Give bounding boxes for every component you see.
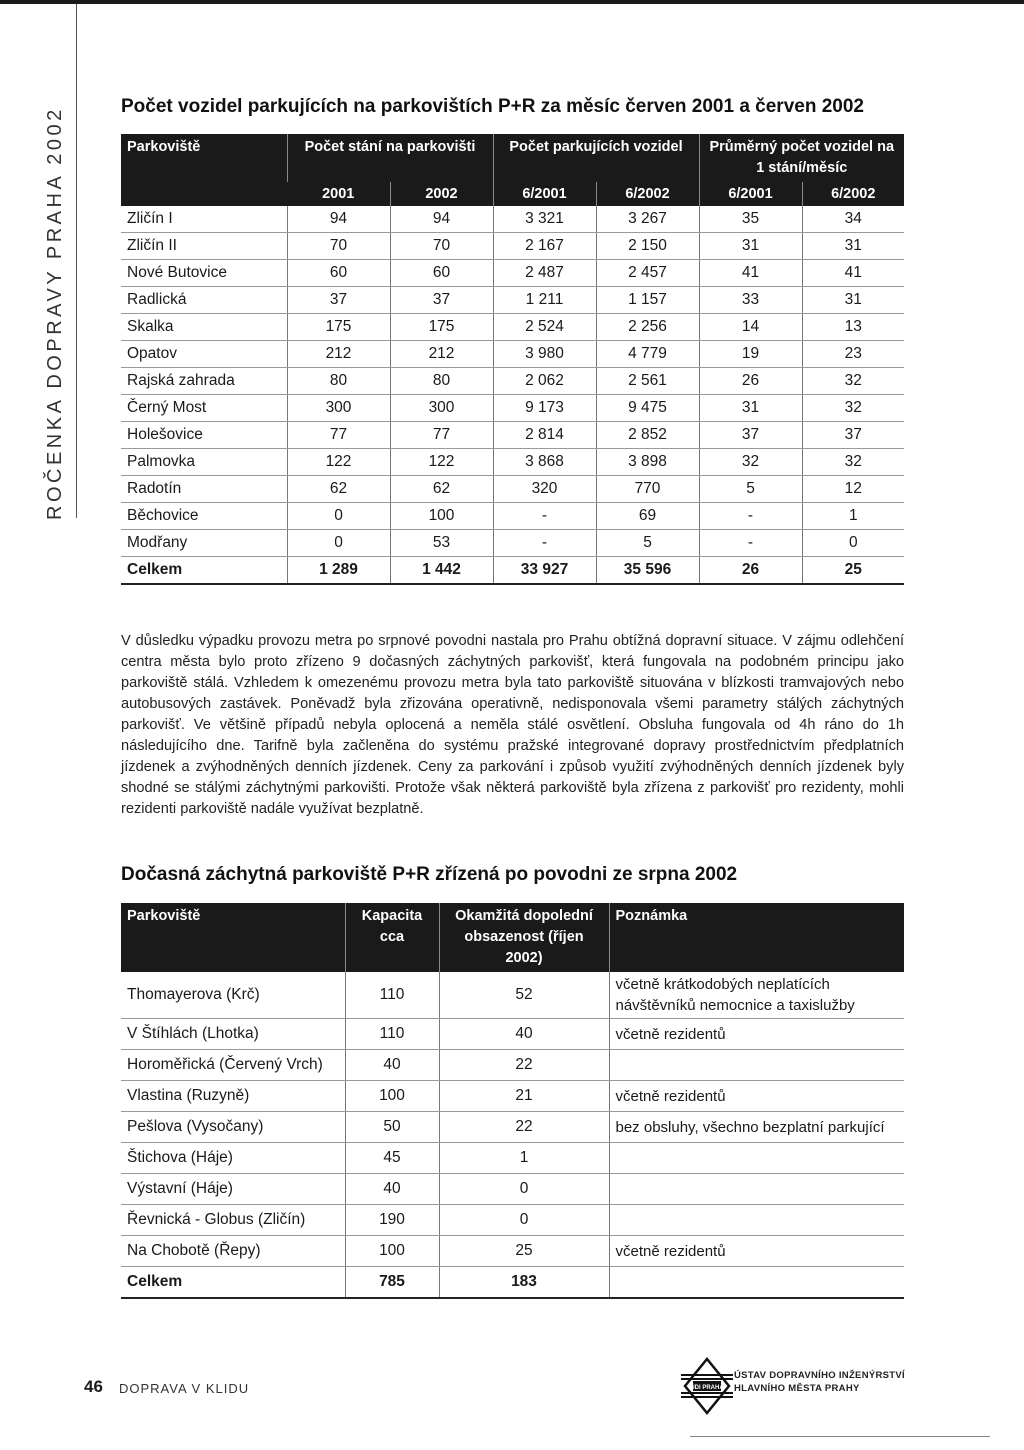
table-cell: 3 980 [493, 341, 596, 368]
table-row [121, 1050, 904, 1081]
table-cell: 175 [390, 314, 493, 341]
top-rule [0, 0, 1024, 4]
table-cell: 3 898 [596, 449, 699, 476]
table-cell: Celkem [121, 557, 287, 585]
table-cell: 31 [699, 233, 802, 260]
table-cell: Skalka [121, 314, 287, 341]
table-cell: 77 [390, 422, 493, 449]
table-cell: 14 [699, 314, 802, 341]
table-cell: 50 [345, 1112, 439, 1143]
table-cell: 52 [439, 972, 609, 1019]
table-cell: 2 457 [596, 260, 699, 287]
table-cell: 70 [287, 233, 390, 260]
table-cell: Radotín [121, 476, 287, 503]
table-cell: 0 [287, 503, 390, 530]
table-cell: 94 [287, 206, 390, 233]
total-row [121, 557, 904, 585]
table-row [121, 1081, 904, 1112]
table-cell: 300 [287, 395, 390, 422]
table-cell: Palmovka [121, 449, 287, 476]
table-cell: 175 [287, 314, 390, 341]
table-cell: 785 [345, 1267, 439, 1299]
subheader-month: 6/2001 [699, 182, 802, 206]
table-cell: 32 [802, 395, 904, 422]
table-cell: 100 [345, 1236, 439, 1267]
table-cell: 1 211 [493, 287, 596, 314]
table-cell: 2 167 [493, 233, 596, 260]
table-cell: 35 [699, 206, 802, 233]
table-cell: 190 [345, 1205, 439, 1236]
table-row [121, 395, 904, 422]
table-row [121, 503, 904, 530]
table-cell: Zličín II [121, 233, 287, 260]
table-row [121, 287, 904, 314]
table-cell: 3 321 [493, 206, 596, 233]
header-parking: Parkoviště [121, 903, 345, 972]
table-row [121, 530, 904, 557]
section-name: DOPRAVA V KLIDU [119, 1381, 250, 1396]
org-line-1: ÚSTAV DOPRAVNÍHO INŽENÝRSTVÍ [734, 1370, 905, 1381]
table-row [121, 972, 904, 1019]
temporary-parking-table [121, 903, 904, 1299]
table-cell: 5 [596, 530, 699, 557]
table-cell: 62 [287, 476, 390, 503]
subheader-month: 6/2002 [802, 182, 904, 206]
subheader-month: 6/2002 [596, 182, 699, 206]
sidebar-title: ROČENKA DOPRAVY PRAHA 2002 [44, 106, 66, 520]
table-cell: Vlastina (Ruzyně) [121, 1081, 345, 1112]
table-cell: 34 [802, 206, 904, 233]
table-cell: 212 [390, 341, 493, 368]
parking-usage-table [121, 134, 904, 585]
body-paragraph: V důsledku výpadku provozu metra po srpnové povodni nastala pro Prahu obtížná dopravní situace. V zájmu odlehčení centra města bylo proto zřízeno 9 dočasných záchytných parkovišť, která fungovala na podobném principu jako parkoviště stálá. Vzhledem k omezenému provozu metra byla tato parkoviště situována v blízkosti tramvajových nebo autobusových zastávek. Poněvadž byla zřizována operativně, nedisponovala všemi parametry stálých záchytných parkovišť. Ve většině případů nebyla oplocená a neměla stálé osvětlení. Obsluha fungovala od 4h ráno do 1h následujícího dne. Tarifně byla začleněna do systému pražské integrované dopravy prostřednictvím předplatních jízdenek a zvýhodněných denních jízdenek. Ceny za parkování i způsob využití zvýhodněných denních jízdenek byly shodné se stálými záchytnými parkovišti. Protože však některá parkoviště byla zřízena z parkovišť pro rezidenty, mohli rezidenti parkoviště nadále využívat bezplatně. [121, 633, 904, 817]
header-occupancy: Okamžitá dopolední obsazenost (říjen 2002) [439, 903, 609, 972]
table-cell: Holešovice [121, 422, 287, 449]
table-cell: 2 062 [493, 368, 596, 395]
table-cell: 60 [390, 260, 493, 287]
table-cell: Celkem [121, 1267, 345, 1299]
table-cell: 1 289 [287, 557, 390, 585]
table-cell: Rajská zahrada [121, 368, 287, 395]
table-row [121, 1019, 904, 1050]
table-cell: 4 779 [596, 341, 699, 368]
table-row [121, 1143, 904, 1174]
table-row [121, 368, 904, 395]
table-cell: 2 487 [493, 260, 596, 287]
bottom-rule [690, 1436, 990, 1437]
table-cell: Běchovice [121, 503, 287, 530]
table-cell: 122 [390, 449, 493, 476]
table-cell: Štichova (Háje) [121, 1143, 345, 1174]
table-cell: 212 [287, 341, 390, 368]
table-cell: včetně krátkodobých neplatících návštěvníků nemocnice a taxislužby [609, 972, 904, 1019]
table-cell: 41 [699, 260, 802, 287]
table-cell [609, 1205, 904, 1236]
table-cell: 22 [439, 1050, 609, 1081]
table-row [121, 1112, 904, 1143]
table-cell: 41 [802, 260, 904, 287]
table-cell: 62 [390, 476, 493, 503]
table-cell: 1 [802, 503, 904, 530]
subheader-year: 2001 [287, 182, 390, 206]
table-cell: 122 [287, 449, 390, 476]
table-cell: 37 [390, 287, 493, 314]
org-line-2: HLAVNÍHO MĚSTA PRAHY [734, 1383, 860, 1394]
table-cell: 40 [439, 1019, 609, 1050]
table-cell: Černý Most [121, 395, 287, 422]
table-cell: 300 [390, 395, 493, 422]
table-cell: 2 524 [493, 314, 596, 341]
table-row [121, 206, 904, 233]
table1-title: Počet vozidel parkujících na parkovištích P+R za měsíc červen 2001 a červen 2002 [121, 96, 864, 117]
table-row [121, 233, 904, 260]
table-cell: V Štíhlách (Lhotka) [121, 1019, 345, 1050]
table-cell: 33 927 [493, 557, 596, 585]
table-cell: 320 [493, 476, 596, 503]
header-vehicles: Počet parkujících vozidel [493, 134, 699, 182]
table-cell: 26 [699, 368, 802, 395]
logo-text: ÚDI PRAHA [690, 1385, 724, 1391]
header-parking: Parkoviště [121, 134, 287, 206]
table-cell: 0 [287, 530, 390, 557]
table-cell: včetně rezidentů [609, 1019, 904, 1050]
table2-title: Dočasná záchytná parkoviště P+R zřízená po povodni ze srpna 2002 [121, 864, 738, 885]
table-cell: 25 [439, 1236, 609, 1267]
header-capacity: Kapacita cca [345, 903, 439, 972]
table-cell: 60 [287, 260, 390, 287]
table-row [121, 341, 904, 368]
table-cell: 32 [699, 449, 802, 476]
table-cell: - [699, 503, 802, 530]
table-cell: 9 475 [596, 395, 699, 422]
table-cell: 183 [439, 1267, 609, 1299]
table-row [121, 1174, 904, 1205]
page-number: 46 [84, 1377, 103, 1396]
table-cell: 37 [802, 422, 904, 449]
table-cell: včetně rezidentů [609, 1236, 904, 1267]
table-row [121, 476, 904, 503]
udi-logo-icon [679, 1357, 735, 1415]
table-cell: - [493, 530, 596, 557]
table-cell: 31 [699, 395, 802, 422]
table-cell: 31 [802, 287, 904, 314]
table-cell: Řevnická - Globus (Zličín) [121, 1205, 345, 1236]
table-row [121, 449, 904, 476]
table-cell: 70 [390, 233, 493, 260]
table-cell: 32 [802, 368, 904, 395]
table-cell: Zličín I [121, 206, 287, 233]
table-cell: 3 267 [596, 206, 699, 233]
table-cell: 1 442 [390, 557, 493, 585]
table-cell: Thomayerova (Krč) [121, 972, 345, 1019]
table-cell: 3 868 [493, 449, 596, 476]
total-row [121, 1267, 904, 1299]
table-cell: 25 [802, 557, 904, 585]
table-cell: 2 256 [596, 314, 699, 341]
table-cell: 0 [802, 530, 904, 557]
header-spaces: Počet stání na parkovišti [287, 134, 493, 182]
table-cell: 26 [699, 557, 802, 585]
table-cell: 53 [390, 530, 493, 557]
table-cell: 2 814 [493, 422, 596, 449]
table-cell: Opatov [121, 341, 287, 368]
table-cell: 9 173 [493, 395, 596, 422]
table-cell: 32 [802, 449, 904, 476]
table-cell: 770 [596, 476, 699, 503]
table-cell: 33 [699, 287, 802, 314]
table-cell: 5 [699, 476, 802, 503]
table-cell: 37 [287, 287, 390, 314]
table-cell: 77 [287, 422, 390, 449]
table-cell: 2 150 [596, 233, 699, 260]
table-cell: 31 [802, 233, 904, 260]
table-cell: 21 [439, 1081, 609, 1112]
subheader-year: 2002 [390, 182, 493, 206]
table-row [121, 260, 904, 287]
table-cell: 12 [802, 476, 904, 503]
organization-name [734, 1369, 905, 1395]
table-cell: 100 [345, 1081, 439, 1112]
table-cell: Výstavní (Háje) [121, 1174, 345, 1205]
header-average: Průměrný počet vozidel na 1 stání/měsíc [699, 134, 904, 182]
table-cell: 40 [345, 1174, 439, 1205]
table-row [121, 1236, 904, 1267]
table-cell: 110 [345, 1019, 439, 1050]
table-cell: 80 [390, 368, 493, 395]
table-cell: 0 [439, 1205, 609, 1236]
table-cell: 1 157 [596, 287, 699, 314]
sidebar-rule [76, 4, 77, 518]
table-cell: - [493, 503, 596, 530]
table-cell: bez obsluhy, všechno bezplatní parkující [609, 1112, 904, 1143]
table-cell: 37 [699, 422, 802, 449]
table-row [121, 314, 904, 341]
header-note: Poznámka [609, 903, 904, 972]
table-cell: 69 [596, 503, 699, 530]
table-cell: Nové Butovice [121, 260, 287, 287]
table-row [121, 1205, 904, 1236]
table-cell: 22 [439, 1112, 609, 1143]
table-cell: 13 [802, 314, 904, 341]
table-cell: 19 [699, 341, 802, 368]
table-cell: 40 [345, 1050, 439, 1081]
table-cell: 1 [439, 1143, 609, 1174]
table-cell: Pešlova (Vysočany) [121, 1112, 345, 1143]
table-cell: 80 [287, 368, 390, 395]
table-cell: včetně rezidentů [609, 1081, 904, 1112]
table-cell [609, 1174, 904, 1205]
table-cell: 23 [802, 341, 904, 368]
table-row [121, 422, 904, 449]
table-cell: 100 [390, 503, 493, 530]
table-cell: 0 [439, 1174, 609, 1205]
table-cell: 2 561 [596, 368, 699, 395]
table-cell: 2 852 [596, 422, 699, 449]
table-cell: Modřany [121, 530, 287, 557]
table-cell [609, 1143, 904, 1174]
table-cell: Horoměřická (Červený Vrch) [121, 1050, 345, 1081]
table-cell: Radlická [121, 287, 287, 314]
table-cell [609, 1267, 904, 1299]
table-cell: - [699, 530, 802, 557]
table-cell: Na Chobotě (Řepy) [121, 1236, 345, 1267]
subheader-month: 6/2001 [493, 182, 596, 206]
table-cell: 45 [345, 1143, 439, 1174]
table-cell: 94 [390, 206, 493, 233]
table-cell: 110 [345, 972, 439, 1019]
table-cell: 35 596 [596, 557, 699, 585]
table-cell [609, 1050, 904, 1081]
